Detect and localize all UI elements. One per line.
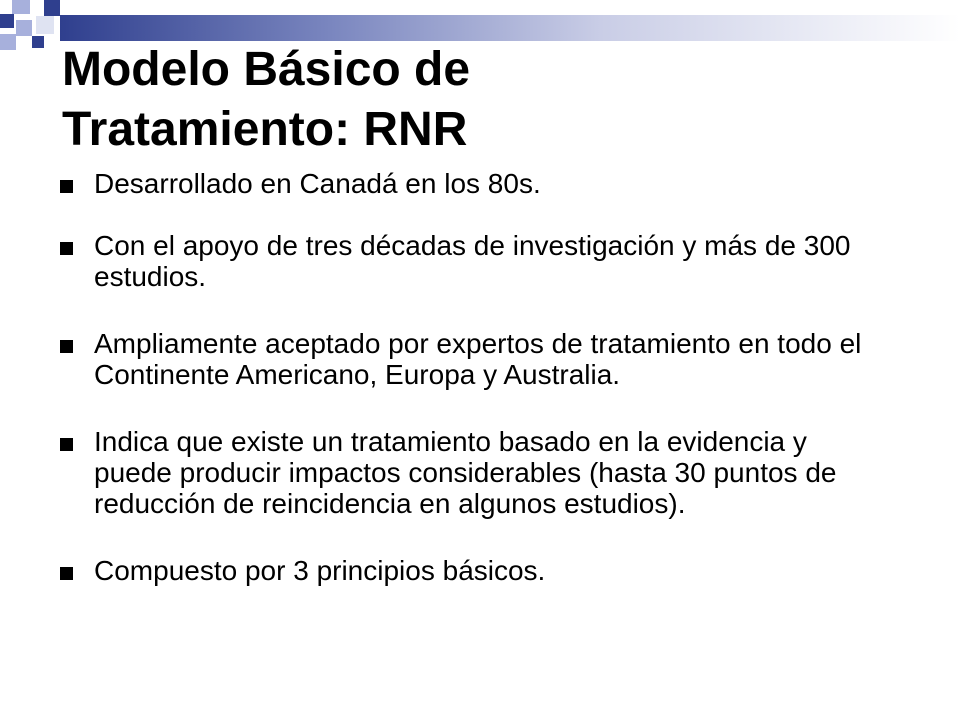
square-bullet-icon [60,242,73,255]
square-bullet-icon [60,180,73,193]
bullet-item [60,555,890,586]
deco-square [32,36,44,48]
deco-square [36,16,54,34]
bullet-item [60,328,890,390]
square-bullet-icon [60,340,73,353]
deco-square [0,14,14,28]
title-line-2: Tratamiento: RNR [62,103,468,156]
deco-square [44,0,60,16]
bullet-item [60,230,890,292]
square-bullet-icon [60,438,73,451]
bullet-text: Desarrollado en Canadá en los 80s. [94,168,541,199]
title-band [60,15,960,41]
square-bullet-icon [60,567,73,580]
deco-square [12,0,30,14]
deco-square [16,20,32,36]
deco-square [0,34,16,50]
slide-title [62,40,922,160]
title-line-1: Modelo Básico de [62,43,471,96]
bullet-item [60,426,890,519]
bullet-list [60,168,890,586]
deco-square [30,0,44,14]
bullet-text: Compuesto por 3 principios básicos. [94,555,546,586]
bullet-text: Con el apoyo de tres décadas de investigación y más de 300 estudios. [94,230,851,292]
bullet-item [60,168,890,199]
bullet-text: Indica que existe un tratamiento basado en la evidencia y puede producir impactos considerables (hasta 30 puntos de reducción de reincidencia en algunos estudios). [94,426,837,519]
bullet-text: Ampliamente aceptado por expertos de tratamiento en todo el Continente Americano, Europa y Australia. [94,328,862,390]
